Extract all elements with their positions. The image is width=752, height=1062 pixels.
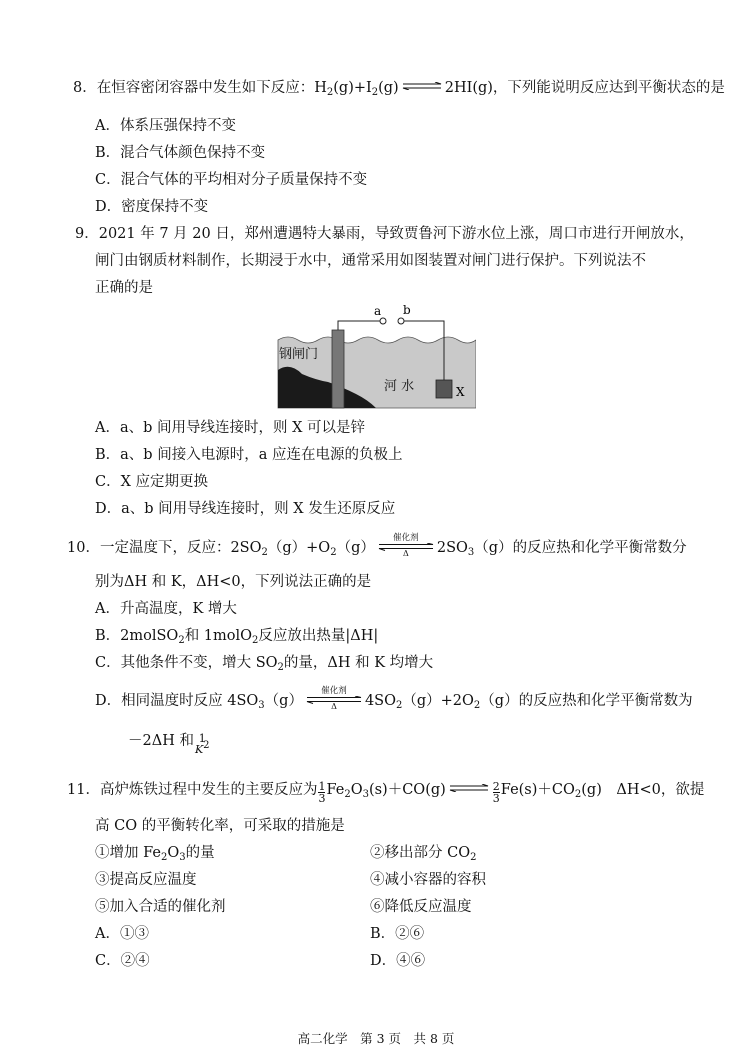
q8-stem: 8．在恒容密闭容器中发生如下反应：$H_2(g)+I_2(g)$ 2HI(g)，下列能说明反应达到平衡状态的是 xyxy=(73,80,725,98)
q11-measure-2: ②移出部分 $CO_2$ xyxy=(370,845,477,863)
q10-stem: 10．一定温度下，反应：$2SO_2(g)+O_2(g)$ 催化剂 Δ $2SO_3(g)$的反应热和化学平衡常数分 xyxy=(67,533,687,558)
q11-measure-5: ⑤加入合适的催化剂 xyxy=(95,899,226,915)
q11-stem-line2: 高 CO 的平衡转化率，可采取的措施是 xyxy=(95,818,345,834)
fraction: $\frac{2}{3}$ xyxy=(492,780,500,805)
q9-option-b: B．a、b 间接入电源时，a 应连在电源的负极上 xyxy=(95,447,403,463)
q11-measure-1: ①增加 $Fe_2O_3$的量 xyxy=(95,845,215,863)
fraction: 1 $K^2$ xyxy=(194,732,210,756)
sacrificial-anode-diagram xyxy=(276,300,476,412)
q11-option-a: A．①③ xyxy=(95,926,149,942)
terminal-a-icon xyxy=(380,318,386,324)
q11-option-c: C．②④ xyxy=(95,953,150,969)
q10-option-c: C．其他条件不变，增大 $SO_2$的量，ΔH 和 K 均增大 xyxy=(95,655,434,673)
label-b: b xyxy=(403,303,411,317)
fraction: $\frac{1}{3}$ xyxy=(318,780,326,805)
q8-option-b: B．混合气体颜色保持不变 xyxy=(95,145,266,161)
river-label: 河 水 xyxy=(384,379,415,394)
q11-measure-3: ③提高反应温度 xyxy=(95,872,197,888)
q9-stem-line2: 闸门由钢质材料制作，长期浸于水中，通常采用如图装置对闸门进行保护。下列说法不 xyxy=(95,253,646,269)
steel-gate xyxy=(332,330,344,408)
q11-option-d: D．④⑥ xyxy=(370,953,426,969)
wire-a xyxy=(338,321,380,330)
q11-option-b: B．②⑥ xyxy=(370,926,425,942)
electrode-x xyxy=(436,380,452,398)
q9-stem-line3: 正确的是 xyxy=(95,280,153,296)
catalyst-equilibrium-arrow: 催化剂 Δ xyxy=(306,689,362,709)
equilibrium-arrow-icon xyxy=(449,784,489,792)
gate-label: 钢闸门 xyxy=(279,347,319,362)
q10-option-b: B．2molSO$_2$和 1molO$_2$反应放出热量|ΔH| xyxy=(95,628,379,646)
page-footer: 高二化学 第 3 页 共 8 页 xyxy=(297,1031,455,1046)
label-a: a xyxy=(374,304,382,318)
q9-option-c: C．X 应定期更换 xyxy=(95,474,209,490)
q10-option-d: D．相同温度时反应 $4SO_3(g)$ 催化剂 Δ $4SO_2(g)+2O_2(g)$的反应热和化学平衡常数为 xyxy=(95,686,693,711)
q9-option-a: A．a、b 间用导线连接时，则 X 可以是锌 xyxy=(95,420,366,436)
x-label: X xyxy=(456,385,465,399)
q8-option-c: C．混合气体的平均相对分子质量保持不变 xyxy=(95,172,368,188)
q10-stem-line2: 别为ΔH 和 K，ΔH<0，下列说法正确的是 xyxy=(95,574,372,590)
q8-option-d: D．密度保持不变 xyxy=(95,199,209,215)
q8-option-a: A．体系压强保持不变 xyxy=(95,118,236,134)
q9-option-d: D．a、b 间用导线连接时，则 X 发生还原反应 xyxy=(95,501,396,517)
terminal-b-icon xyxy=(398,318,404,324)
equilibrium-arrow-icon xyxy=(402,82,442,90)
q11-measure-6: ⑥降低反应温度 xyxy=(370,899,472,915)
q11-measure-4: ④减小容器的容积 xyxy=(370,872,486,888)
catalyst-equilibrium-arrow: 催化剂 Δ xyxy=(378,536,434,556)
q10-option-a: A．升高温度，K 增大 xyxy=(95,601,237,617)
q10-option-d-line2: －2ΔH 和 1 $K^2$ xyxy=(128,732,210,756)
q11-stem: 11．高炉炼铁过程中发生的主要反应为 $\frac{1}{3}$ $Fe_2O_3(s)+CO(g)$ $\frac{2}{3}$ $Fe(s)+CO_2(g)$ ΔH<0，欲提 xyxy=(67,780,705,805)
q9-stem-line1: 9．2021 年 7 月 20 日，郑州遭遇特大暴雨，导致贾鲁河下游水位上涨，周口市进行开闸放水， xyxy=(75,226,694,242)
